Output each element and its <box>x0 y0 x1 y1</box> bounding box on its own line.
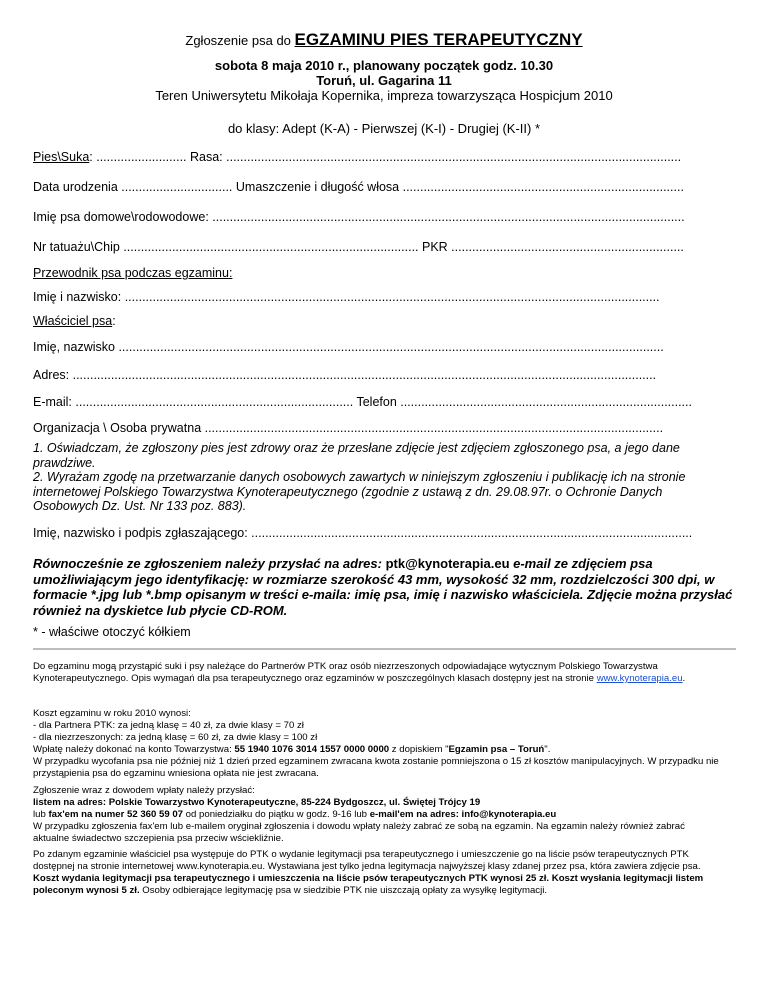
fax-email-info <box>33 809 723 821</box>
bank-account: 55 1940 1076 3014 1557 0000 0000 <box>234 744 390 755</box>
sex-field[interactable]: : .......................... <box>89 150 190 164</box>
handler-name-field[interactable]: .......................................................................................................................................................... <box>121 290 660 304</box>
coat-label: Umaszczenie i długość włosa <box>235 180 400 194</box>
owner-name-row <box>33 340 718 354</box>
submission-heading: Zgłoszenie wraz z dowodem wpłaty należy przysłać: <box>33 785 255 796</box>
chip-label: Nr tatuażu\Chip <box>33 240 124 254</box>
event-venue: Teren Uniwersytetu Mikołaja Kopernika, impreza towarzysząca Hospicjum 2010 <box>155 88 613 103</box>
pkr-field[interactable]: ................................................................... <box>447 240 684 254</box>
website-link[interactable]: www.kynoterapia.eu <box>596 673 683 684</box>
sex-label: Pies\Suka <box>33 150 90 164</box>
declaration-consent: 2. Wyrażam zgodę na przetwarzanie danych osobowych zawartych w niniejszym zgłoszeniu i publikację ich na stronie internetowej Polskiego Towarzystwa Kynoterapeutycznego (zgodnie z ustawą z dn. 29.08.97r. o Ochronie Danych Osobowych Dz. Ust. Nr 133 poz. 883). <box>33 470 686 513</box>
payment-reference: Egzamin psa – Toruń <box>448 744 545 755</box>
fax-hours: od poniedziałku do piątku w godz. 9-16 lub <box>183 809 370 820</box>
divider <box>33 648 736 650</box>
address-label: Adres: <box>33 368 70 382</box>
handler-name-label: Imię i nazwisko: <box>33 290 122 304</box>
submission-email: e-mail'em na adres: info@kynoterapia.eu <box>369 809 557 820</box>
sex-breed-row <box>33 150 718 164</box>
payment-info <box>33 744 723 756</box>
signature-row <box>33 526 718 540</box>
owner-heading-colon: : <box>112 314 116 328</box>
title-prefix: Zgłoszenie psa do <box>185 33 295 48</box>
phone-label: Telefon <box>356 395 397 409</box>
info-eligibility <box>33 661 723 685</box>
notice-email: ptk@kynoterapia.eu <box>385 556 510 571</box>
fax-prefix: lub <box>33 809 49 820</box>
chip-pkr-row <box>33 240 718 254</box>
info-costs <box>33 708 723 780</box>
email-label: E-mail: <box>33 395 72 409</box>
dob-coat-row <box>33 180 718 194</box>
certificate-text: Po zdanym egzaminie właściciel psa występuje do PTK o wydanie legitymacji psa terapeutycznego i umieszczenie go na liście psów terapeutycznych PTK dostępnej na stronie internetowej www.kynoterapia.eu. Wystawiana jest tylko jedna legitymacja najwyższej klasy zdanej przez psa, która zawiera zdjęcie psa. <box>33 849 701 872</box>
address-row <box>33 368 718 382</box>
event-location: Toruń, ul. Gagarina 11 <box>316 73 452 88</box>
certificate-pickup: Osoby odbierające legitymację psa w siedzibie PTK nie uiszczają opłaty za wysyłkę legitymacji. <box>139 885 548 896</box>
phone-field[interactable]: .................................................................................... <box>396 395 692 409</box>
notice-text-1: Równocześnie ze zgłoszeniem należy przysłać na adres: <box>33 556 386 571</box>
event-date: sobota 8 maja 2010 r., planowany początek godz. 10.30 <box>214 58 554 73</box>
title-main: EGZAMINU PIES TERAPEUTYCZNY <box>294 30 583 49</box>
form-title <box>0 30 768 50</box>
postal-address: listem na adres: Polskie Towarzystwo Kynoterapeutyczne, 85-224 Bydgoszcz, ul. Świętej Trójcy 19 <box>33 797 481 808</box>
cost-nonmember: - dla niezrzeszonych: za jedną klasę = 60 zł, za dwie klasy = 100 zł <box>33 732 318 743</box>
dog-name-label: Imię psa domowe\rodowodowe: <box>33 210 209 224</box>
pkr-label: PKR <box>422 240 448 254</box>
payment-note-open: z dopiskiem " <box>389 744 449 755</box>
dog-name-row <box>33 210 718 224</box>
signature-field[interactable]: ............................................................................................................................... <box>247 526 693 540</box>
eligibility-text: Do egzaminu mogą przystąpić suki i psy należące do Partnerów PTK oraz osób niezrzeszonych odpowiadające wytycznym Polskiego Towarzystwa Kynoterapeutycznego. Opis wymagań dla psa terapeutycznego oraz egzaminów w poszczególnych klasach dostępny jest na stronie <box>33 661 658 684</box>
owner-name-field[interactable]: ............................................................................................................................................................. <box>114 340 664 354</box>
handler-heading: Przewodnik psa podczas egzaminu: <box>33 266 233 280</box>
coat-field[interactable]: ................................................................................. <box>399 180 684 194</box>
original-documents-note: W przypadku zgłoszenia fax'em lub e-mailem oryginał zgłoszenia i dowodu wpłaty należy zabrać ze sobą na egzamin. Na egzamin należy również zabrać aktualne świadectwo szczepienia psa przeciw wściekliźnie. <box>33 821 685 844</box>
email-field[interactable]: ................................................................................ <box>71 395 357 409</box>
org-field[interactable]: .................................................................................................................................... <box>201 421 664 435</box>
chip-field[interactable]: ..................................................................................... <box>123 240 422 254</box>
email-phone-row <box>33 395 718 409</box>
info-certificate <box>33 849 723 897</box>
notice-text-2: e-mail ze zdjęciem psa umożliwiającym jego identyfikację: w rozmiarze szerokość 43 mm, wysokość 32 mm, rozdzielczości 300 dpi, w formacie *.jpg lub *.bmp opisanym w treści e-maila: imię psa, imię i nazwisko właściciela. Zdjęcie można przysłać również na dyskietce lub płycie CD-ROM. <box>33 556 733 618</box>
owner-heading: Właściciel psa <box>33 314 113 328</box>
dob-label: Data urodzenia <box>33 180 122 194</box>
owner-heading-row <box>33 314 718 328</box>
photo-notice <box>33 556 733 618</box>
refund-policy: W przypadku wycofania psa nie później niż 1 dzień przed egzaminem zwracana kwota zostanie pomniejszona o 15 zł kosztów manipulacyjnych. W przypadku nie przystąpienia psa do egzaminu wniesiona opłata nie jest zwracana. <box>33 756 719 779</box>
exam-classes: do klasy: Adept (K-A) - Pierwszej (K-I) - Drugiej (K-II) * <box>227 121 541 136</box>
payment-text: Wpłatę należy dokonać na konto Towarzystwa: <box>33 744 235 755</box>
breed-label: Rasa: <box>190 150 223 164</box>
org-row <box>33 421 718 435</box>
cost-heading: Koszt egzaminu w roku 2010 wynosi: <box>33 708 191 719</box>
payment-note-close: ". <box>544 744 551 755</box>
cost-partner: - dla Partnera PTK: za jedną klasę = 40 zł, za dwie klasy = 70 zł <box>33 720 304 731</box>
org-label: Organizacja \ Osoba prywatna <box>33 421 202 435</box>
circle-note: * - właściwe otoczyć kółkiem <box>33 625 191 639</box>
declarations <box>33 441 723 514</box>
address-field[interactable]: ........................................................................................................................................................................ <box>69 368 657 382</box>
signature-label: Imię, nazwisko i podpis zgłaszającego: <box>33 526 248 540</box>
eligibility-end: . <box>682 673 686 684</box>
handler-name-row <box>33 290 718 304</box>
breed-field[interactable]: ................................................................................................................................... <box>222 150 682 164</box>
declaration-health: 1. Oświadczam, że zgłoszony pies jest zdrowy oraz że przesłane zdjęcie jest zdjęciem zgłoszonego psa, a jego dane prawdziwe. <box>33 441 680 470</box>
info-submission <box>33 785 723 845</box>
dog-name-field[interactable]: ........................................................................................................................................ <box>208 210 685 224</box>
dob-field[interactable]: ................................ <box>121 180 236 194</box>
handler-heading-row <box>33 266 718 280</box>
certificate-cost: Koszt wydania legitymacji psa terapeutycznego i umieszczenia na liście psów terapeutycznych PTK wynosi 25 zł. Koszt wysłania legitymacji listem poleconym wynosi 5 zł. <box>33 873 704 896</box>
owner-name-label: Imię, nazwisko <box>33 340 115 354</box>
fax-number: fax'em na numer 52 360 59 07 <box>48 809 184 820</box>
